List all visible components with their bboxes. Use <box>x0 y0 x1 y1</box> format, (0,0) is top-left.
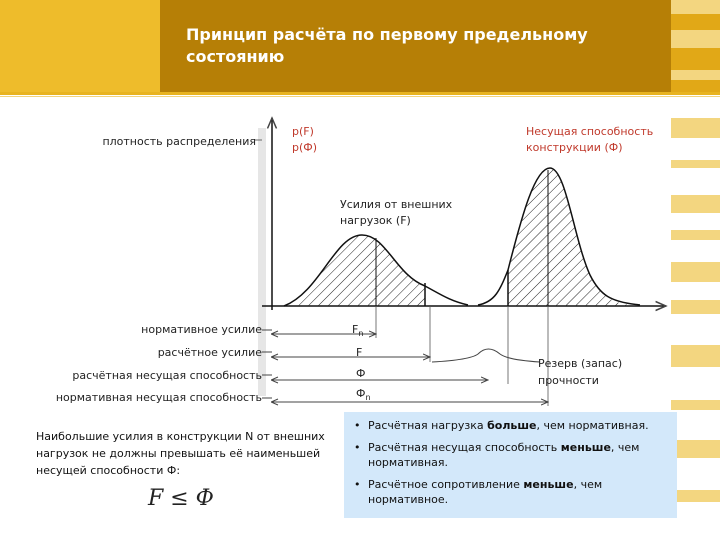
y-axis-label-pphi: p(Ф) <box>292 141 318 154</box>
statement-text: Наибольшие усилия в конструкции N от внешних нагрузок не должны превышать её наименьшей несущей способности Ф: <box>36 430 325 477</box>
capacity-curve-fill <box>508 168 630 306</box>
loads-label-line1: Усилия от внешних <box>340 198 453 211</box>
loads-label-line2: нагрузок (F) <box>340 214 411 227</box>
slide-title: Принцип расчёта по первому предельному состоянию <box>186 25 588 66</box>
capacity-label-line2: конструкции (Ф) <box>526 141 623 154</box>
bullet-list <box>344 412 677 507</box>
bullet-item: • Расчётная несущая способность меньше, чем нормативная. <box>350 440 671 470</box>
capacity-label-line1: Несущая способность <box>526 125 654 138</box>
reserve-bracket <box>432 349 540 362</box>
symbol-phi: Ф <box>356 367 366 380</box>
design-capacity-label: расчётная несущая способность <box>72 369 262 382</box>
normative-capacity-label: нормативная несущая способность <box>55 391 262 404</box>
reserve-label-line1: Резерв (запас) <box>538 357 623 370</box>
strength-formula: F ≤ Ф <box>148 486 214 511</box>
bullet-panel <box>344 412 677 518</box>
design-force-label: расчётное усилие <box>157 346 262 359</box>
y-axis-label-pf: p(F) <box>292 125 314 138</box>
normative-force-label: нормативное усилие <box>141 323 262 336</box>
bullet-item: • Расчётное сопротивление меньше, чем нормативное. <box>350 477 671 507</box>
symbol-f: F <box>356 346 363 359</box>
density-label: плотность распределения <box>102 135 256 148</box>
symbol-fn: $F_n$ <box>352 323 364 339</box>
reserve-label-line2: прочности <box>538 374 599 387</box>
bullet-item: • Расчётная нагрузка больше, чем нормативная. <box>350 418 671 433</box>
symbol-phin: $Ф_n$ <box>356 387 371 403</box>
